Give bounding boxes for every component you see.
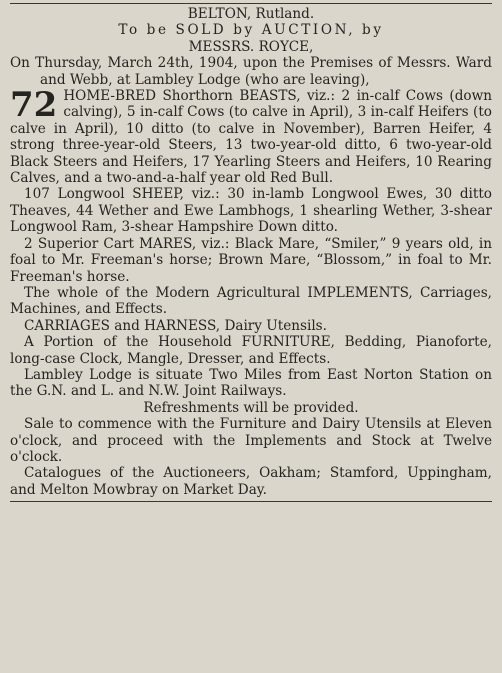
catalogues-paragraph: Catalogues of the Auctioneers, Oakham; Stamford, Uppingham, and Melton Mowbray on Market Day.: [10, 465, 492, 498]
sale-time-paragraph: Sale to commence with the Furniture and Dairy Utensils at Eleven o'clock, and proceed with the Implements and Stock at Twelve o'clock.: [10, 416, 492, 465]
sheep-paragraph: 107 Longwool SHEEP, viz.: 30 in-lamb Longwool Ewes, 30 ditto Theaves, 44 Wether and Ewe Lambhogs, 1 shearling Wether, 3-shear Longwool Ram, 3-shear Hampshire Down ditto.: [10, 186, 492, 236]
furniture-paragraph: A Portion of the Household FURNITURE, Bedding, Pianoforte, long-case Clock, Mangle, Dresser, and Effects.: [10, 334, 492, 367]
location-heading: BELTON, Rutland.: [187, 6, 315, 22]
refreshments-line: Refreshments will be provided.: [143, 399, 359, 416]
implements-paragraph: The whole of the Modern Agricultural IMPLEMENTS, Carriages, Machines, and Effects.: [10, 284, 492, 318]
auctioneers-heading: MESSRS. ROYCE,: [188, 38, 314, 55]
mares-paragraph: 2 Superior Cart MARES, viz.: Black Mare, “Smiler,” 9 years old, in foal to Mr. Freeman's horse; Brown Mare, “Blossom,” in foal to Mr. Freeman's horse.: [10, 235, 492, 285]
sale-notice: To be SOLD by AUCTION, by: [118, 22, 384, 39]
carriages-paragraph: CARRIAGES and HARNESS, Dairy Utensils.: [24, 317, 327, 334]
beasts-text: HOME-BRED Shorthorn BEASTS, viz.: 2 in-calf Cows (down calving), 5 in-calf Cows (to calve in April), 3 in-calf Heifers (to calve in April), 10 ditto (to calve in November), Barren Heifer, 4 strong three-year-old Steers, 13 two-year-old ditto, 6 two-year-old Black Steers and Heifers, 17 Yearling Steers and Heifers, 10 Rearing Calves, and a two-and-a-half year old Red Bull.: [10, 88, 492, 187]
beasts-paragraph: [10, 85, 492, 187]
top-rule: [10, 3, 492, 4]
date-venue: On Thursday, March 24th, 1904, upon the Premises of Messrs. Ward and Webb, at Lambley Lodge (who are leaving),: [10, 55, 492, 88]
situation-paragraph: Lambley Lodge is situate Two Miles from East Norton Station on the G.N. and L. and N.W. Joint Railways.: [10, 366, 492, 400]
bottom-rule: [10, 501, 492, 502]
beasts-count: 72: [10, 85, 58, 126]
